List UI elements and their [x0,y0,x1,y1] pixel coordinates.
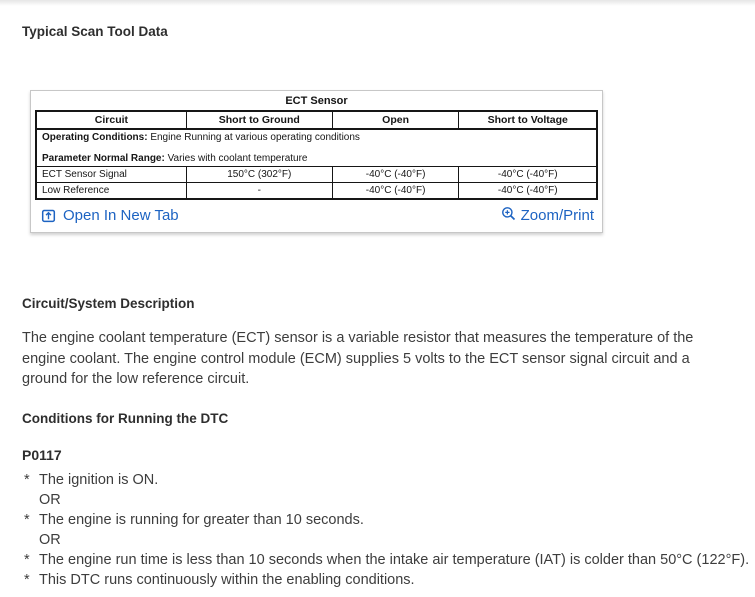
operating-conditions-label: Operating Conditions: [42,132,148,143]
heading-circuit-system-description: Circuit/System Description [22,296,195,311]
operating-conditions-text: Engine Running at various operating conditions [150,132,360,143]
condition-text: The ignition is ON. [39,471,159,488]
bullet-marker: * [24,551,30,568]
condition-text: The engine run time is less than 10 seconds when the intake air temperature (IAT) is colder than 50°C (122°F). [39,551,750,568]
open-in-new-tab-icon [41,208,56,223]
parameter-normal-range-note [42,153,591,164]
table-row [36,167,597,183]
bullet-marker: * [24,511,30,528]
heading-conditions-for-running-dtc: Conditions for Running the DTC [22,410,229,426]
condition-item [22,510,755,530]
condition-item [22,470,755,490]
table-row [36,183,597,200]
open-in-new-tab-label: Open In New Tab [63,207,179,224]
parameter-normal-range-text: Varies with coolant temperature [167,153,308,164]
open-in-new-tab-link[interactable] [41,207,179,224]
circuit-system-description-text: The engine coolant temperature (ECT) sensor is a variable resistor that measures the temperature of the engine coolant. The engine control module (ECM) supplies 5 volts to the ECT sensor signal circuit and a ground for the low reference circuit. [22,330,694,387]
cell-circuit: Low Reference [36,183,186,200]
cell-open: -40°C (-40°F) [332,167,459,183]
zoom-print-label: Zoom/Print [520,207,594,224]
table-header-row [36,111,597,129]
condition-text: The engine is running for greater than 10 seconds. [39,511,364,528]
dtc-code: P0117 [22,446,62,463]
conditions-list [22,470,755,590]
cell-open: -40°C (-40°F) [332,183,459,200]
operating-conditions-cell [36,129,597,167]
cell-short-to-voltage: -40°C (-40°F) [459,183,597,200]
table-notes-row [36,129,597,167]
zoom-magnifier-icon [501,206,516,221]
condition-item [22,570,755,590]
condition-item [22,550,755,570]
column-header-short-to-ground: Short to Ground [186,111,332,129]
column-header-circuit: Circuit [36,111,186,129]
cell-short-to-ground: 150°C (302°F) [186,167,332,183]
operating-conditions-note [42,132,591,143]
column-header-short-to-voltage: Short to Voltage [459,111,597,129]
table-caption: ECT Sensor [285,95,348,107]
scan-tool-data-widget [30,90,603,233]
bullet-marker: * [24,471,30,488]
cell-circuit: ECT Sensor Signal [36,167,186,183]
zoom-print-link[interactable] [501,207,594,224]
cell-short-to-ground: - [186,183,332,200]
cell-short-to-voltage: -40°C (-40°F) [459,167,597,183]
condition-text: This DTC runs continuously within the enabling conditions. [39,571,415,588]
column-header-open: Open [332,111,459,129]
ect-sensor-table [35,110,598,200]
condition-or-separator: OR [39,491,61,508]
heading-typical-scan-tool-data: Typical Scan Tool Data [22,24,168,39]
table-links-row [35,200,598,232]
parameter-normal-range-label: Parameter Normal Range: [42,153,165,164]
condition-or-separator: OR [39,531,61,548]
bullet-marker: * [24,571,30,588]
top-shadow-divider [0,0,755,6]
